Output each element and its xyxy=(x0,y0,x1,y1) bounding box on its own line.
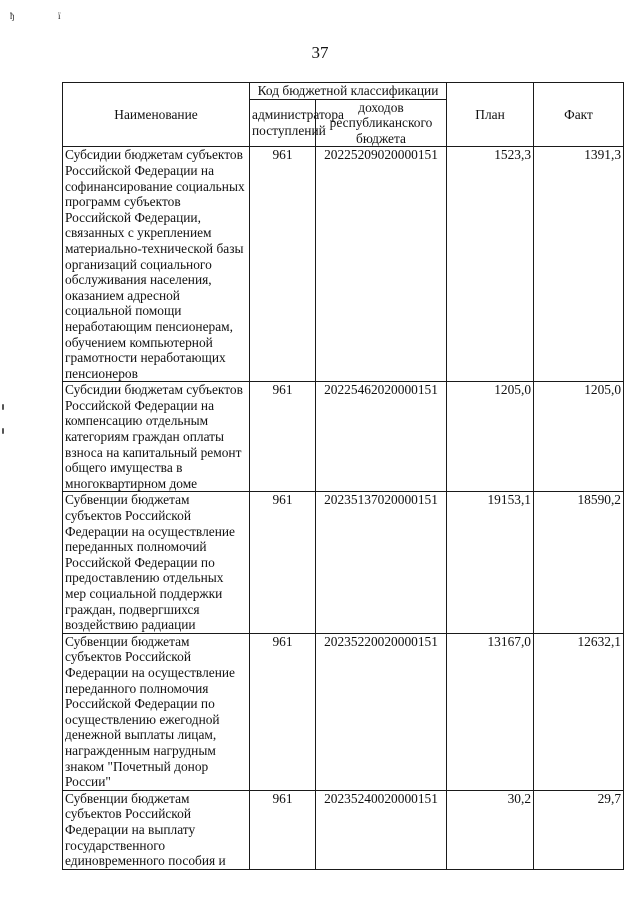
row-administrator-code: 961 xyxy=(250,147,316,382)
row-fact: 18590,2 xyxy=(534,492,624,633)
row-administrator-code: 961 xyxy=(250,382,316,492)
table-row xyxy=(63,382,624,492)
table-header xyxy=(63,83,624,147)
row-administrator-code: 961 xyxy=(250,790,316,869)
table-row xyxy=(63,492,624,633)
row-administrator-code: 961 xyxy=(250,492,316,633)
corner-mark-left: ђ xyxy=(10,11,15,21)
header-plan: План xyxy=(447,83,534,147)
row-name: Субсидии бюджетам субъектов Российской Федерации на компенсацию отдельным категориям граждан оплаты взноса на капитальный ремонт общего имущества в многоквартирном доме xyxy=(63,382,250,492)
row-name: Субвенции бюджетам субъектов Российской Федерации на осуществление переданного полномочия Российской Федерации по осуществлению ежегодной денежной выплаты лицам, награжденным нагрудным знаком "Почетный донор России" xyxy=(63,633,250,790)
row-plan: 30,2 xyxy=(447,790,534,869)
row-name: Субсидии бюджетам субъектов Российской Федерации на софинансирование социальных программ субъектов Российской Федерации, связанных с укреплением материально-технической базы организаций социального обслуживания населения, оказанием адресной социальной помощи неработающим пенсионерам, обучением компьютерной грамотности неработающих пенсионеров xyxy=(63,147,250,382)
table-row xyxy=(63,147,624,382)
table-row xyxy=(63,633,624,790)
row-income-code: 20225462020000151 xyxy=(316,382,447,492)
row-fact: 29,7 xyxy=(534,790,624,869)
header-budget-code-group: Код бюджетной классификации xyxy=(250,83,447,100)
row-income-code: 20235137020000151 xyxy=(316,492,447,633)
table-row xyxy=(63,790,624,869)
header-income-code: доходов республиканского бюджета xyxy=(316,99,447,147)
corner-mark-right: ї xyxy=(58,11,61,21)
header-name: Наименование xyxy=(63,83,250,147)
scan-artifact xyxy=(2,404,4,410)
row-plan: 1205,0 xyxy=(447,382,534,492)
scan-artifact xyxy=(2,428,4,434)
row-plan: 13167,0 xyxy=(447,633,534,790)
row-fact: 1205,0 xyxy=(534,382,624,492)
row-income-code: 20235220020000151 xyxy=(316,633,447,790)
row-fact: 12632,1 xyxy=(534,633,624,790)
row-income-code: 20235240020000151 xyxy=(316,790,447,869)
row-plan: 1523,3 xyxy=(447,147,534,382)
header-fact: Факт xyxy=(534,83,624,147)
row-name: Субвенции бюджетам субъектов Российской Федерации на выплату государственного единовременного пособия и xyxy=(63,790,250,869)
row-plan: 19153,1 xyxy=(447,492,534,633)
budget-table xyxy=(62,82,624,870)
row-income-code: 20225209020000151 xyxy=(316,147,447,382)
row-name: Субвенции бюджетам субъектов Российской Федерации на осуществление переданных полномочий Российской Федерации по предоставлению отдельных мер социальной поддержки граждан, подвергшихся воздействию радиации xyxy=(63,492,250,633)
header-administrator: администратора поступлений xyxy=(250,99,316,147)
page-number: 37 xyxy=(311,43,329,62)
row-fact: 1391,3 xyxy=(534,147,624,382)
row-administrator-code: 961 xyxy=(250,633,316,790)
